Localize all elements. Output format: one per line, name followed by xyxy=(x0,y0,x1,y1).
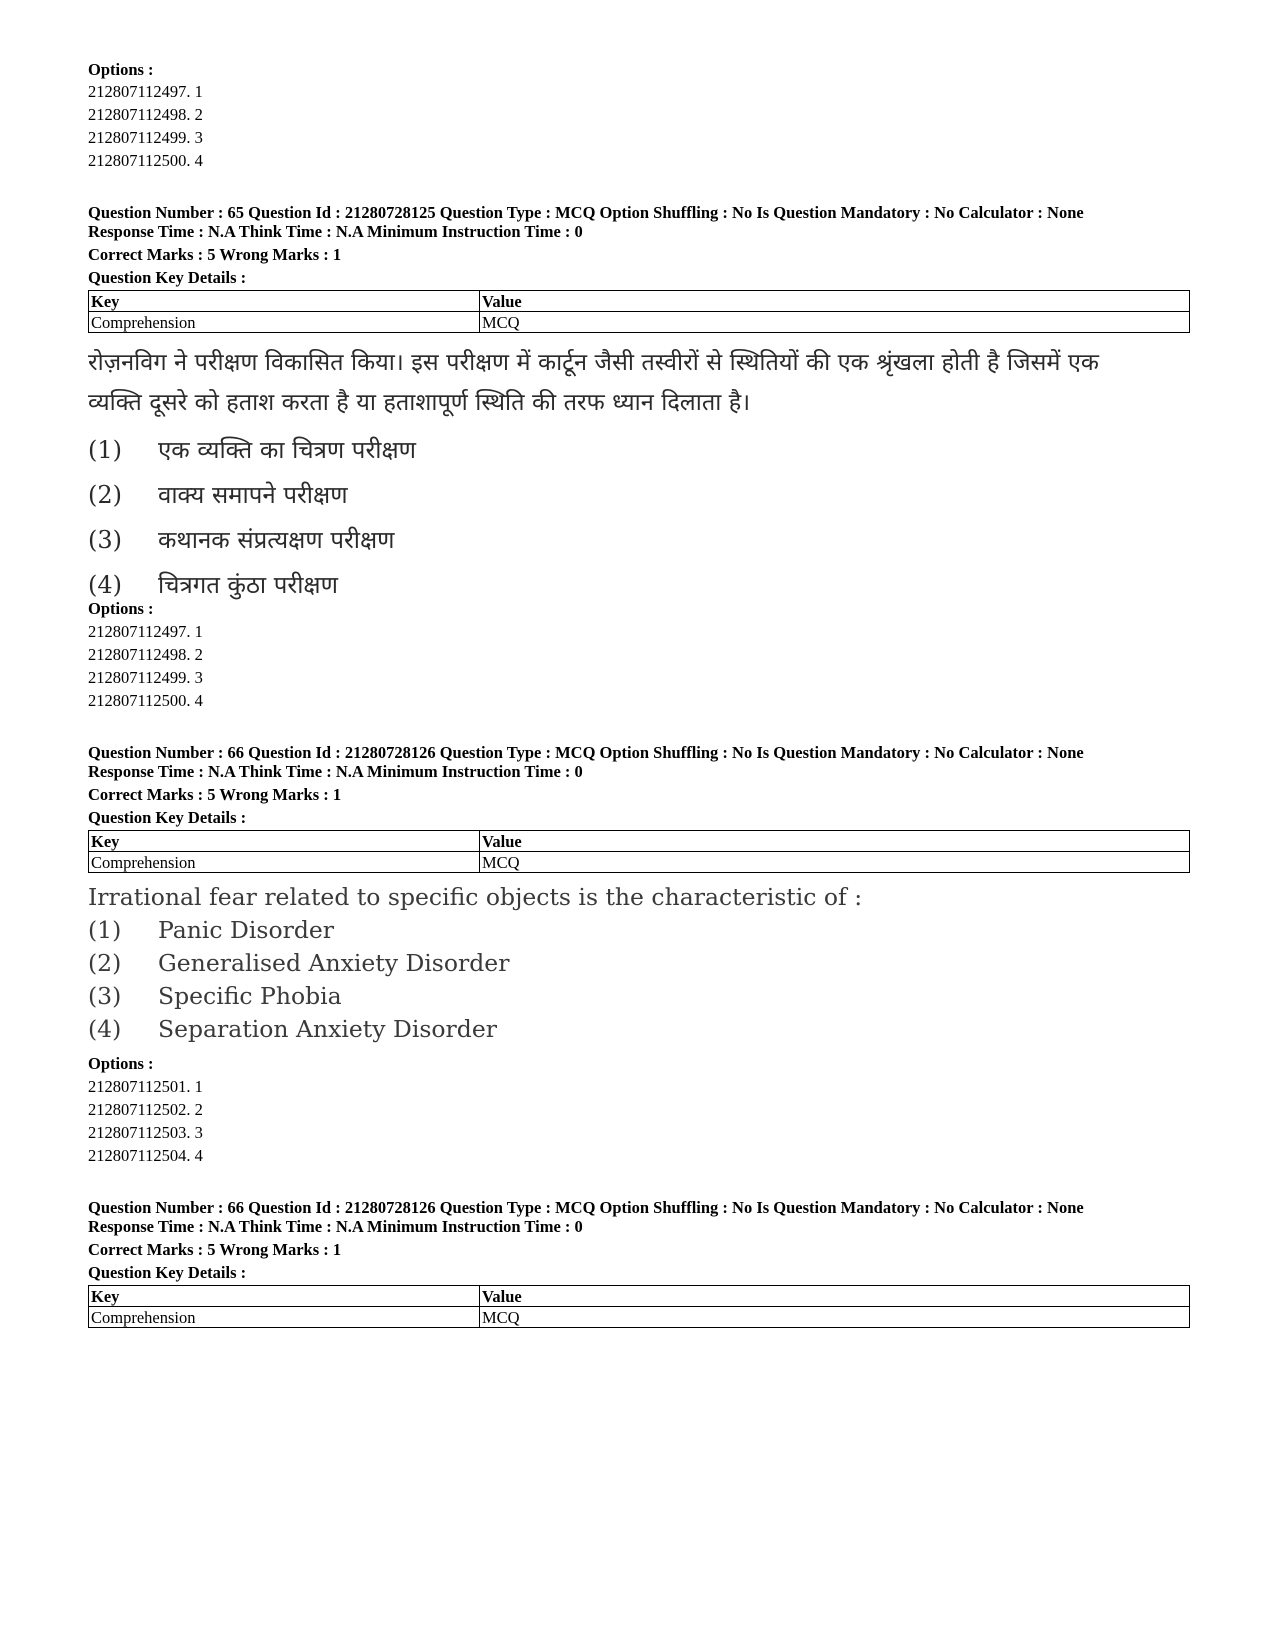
option-item: 212807112504. 4 xyxy=(88,1146,203,1165)
choice-text: Panic Disorder xyxy=(158,916,335,944)
table-value-header: Value xyxy=(480,831,1190,852)
choice-number: (3) xyxy=(88,526,122,554)
table-value-cell: MCQ xyxy=(480,312,1190,333)
choice-number: (4) xyxy=(88,1015,122,1043)
choice-number: (1) xyxy=(88,436,122,464)
choice-item xyxy=(88,518,1099,563)
option-item: 212807112503. 3 xyxy=(88,1123,203,1142)
choice-item xyxy=(88,914,862,947)
table-key-header: Key xyxy=(89,291,480,312)
question-image-english xyxy=(88,880,862,1046)
question-timing: Response Time : N.A Think Time : N.A Minimum Instruction Time : 0 xyxy=(88,1217,583,1236)
choice-number: (2) xyxy=(88,949,122,977)
options-label: Options : xyxy=(88,599,154,618)
question-stem-line: व्यक्ति दूसरे को हताश करता है या हताशापूर्ण स्थिति की तरफ ध्यान दिलाता है। xyxy=(88,388,751,416)
key-details-label: Question Key Details : xyxy=(88,1263,247,1282)
option-item: 212807112498. 2 xyxy=(88,645,203,664)
option-item: 212807112501. 1 xyxy=(88,1077,203,1096)
question-timing: Response Time : N.A Think Time : N.A Minimum Instruction Time : 0 xyxy=(88,762,583,781)
choice-item xyxy=(88,473,1099,518)
table-key-header: Key xyxy=(89,1286,480,1307)
option-item: 212807112500. 4 xyxy=(88,691,203,710)
choice-item xyxy=(88,563,1099,608)
table-key-cell: Comprehension xyxy=(89,1307,480,1328)
choice-item xyxy=(88,947,862,980)
key-value-table xyxy=(88,290,1190,333)
table-value-cell: MCQ xyxy=(480,1307,1190,1328)
option-item: 212807112498. 2 xyxy=(88,105,203,124)
choice-text: Specific Phobia xyxy=(158,982,342,1010)
option-item: 212807112500. 4 xyxy=(88,151,203,170)
option-item: 212807112502. 2 xyxy=(88,1100,203,1119)
question-marks: Correct Marks : 5 Wrong Marks : 1 xyxy=(88,785,342,804)
option-item: 212807112499. 3 xyxy=(88,128,203,147)
key-value-table xyxy=(88,1285,1190,1328)
choice-number: (4) xyxy=(88,571,122,599)
question-timing: Response Time : N.A Think Time : N.A Minimum Instruction Time : 0 xyxy=(88,222,583,241)
key-details-label: Question Key Details : xyxy=(88,808,247,827)
key-details-label: Question Key Details : xyxy=(88,268,247,287)
choice-item xyxy=(88,1013,862,1046)
choice-number: (3) xyxy=(88,982,122,1010)
question-marks: Correct Marks : 5 Wrong Marks : 1 xyxy=(88,245,342,264)
choice-text: Generalised Anxiety Disorder xyxy=(158,949,510,977)
table-key-cell: Comprehension xyxy=(89,852,480,873)
table-value-header: Value xyxy=(480,291,1190,312)
table-value-cell: MCQ xyxy=(480,852,1190,873)
choice-text: Separation Anxiety Disorder xyxy=(158,1015,497,1043)
choice-text: वाक्य समापने परीक्षण xyxy=(158,481,348,509)
options-label: Options : xyxy=(88,1054,154,1073)
question-stem: Irrational fear related to specific objects is the characteristic of : xyxy=(88,883,863,911)
options-label: Options : xyxy=(88,60,154,79)
choice-text: एक व्यक्ति का चित्रण परीक्षण xyxy=(158,436,417,464)
choice-number: (2) xyxy=(88,481,122,509)
key-value-table xyxy=(88,830,1190,873)
table-key-header: Key xyxy=(89,831,480,852)
question-header: Question Number : 66 Question Id : 21280728126 Question Type : MCQ Option Shuffling : No Is Question Mandatory : No Calculator : None xyxy=(88,743,1084,762)
question-header: Question Number : 65 Question Id : 21280728125 Question Type : MCQ Option Shuffling : No Is Question Mandatory : No Calculator : None xyxy=(88,203,1084,222)
table-key-cell: Comprehension xyxy=(89,312,480,333)
choice-text: चित्रगत कुंठा परीक्षण xyxy=(158,571,338,599)
option-item: 212807112497. 1 xyxy=(88,622,203,641)
option-item: 212807112497. 1 xyxy=(88,82,203,101)
question-image-hindi xyxy=(88,342,1099,608)
option-item: 212807112499. 3 xyxy=(88,668,203,687)
question-header: Question Number : 66 Question Id : 21280728126 Question Type : MCQ Option Shuffling : No Is Question Mandatory : No Calculator : None xyxy=(88,1198,1084,1217)
choice-text: कथानक संप्रत्यक्षण परीक्षण xyxy=(158,526,395,554)
table-value-header: Value xyxy=(480,1286,1190,1307)
choice-number: (1) xyxy=(88,916,122,944)
question-marks: Correct Marks : 5 Wrong Marks : 1 xyxy=(88,1240,342,1259)
question-stem-line: रोज़नविग ने परीक्षण विकासित किया। इस परीक्षण में कार्टून जैसी तस्वीरों से स्थितियों की एक श्रृंखला होती है जिसमें एक xyxy=(88,348,1099,376)
choice-item xyxy=(88,980,862,1013)
choice-item xyxy=(88,428,1099,473)
